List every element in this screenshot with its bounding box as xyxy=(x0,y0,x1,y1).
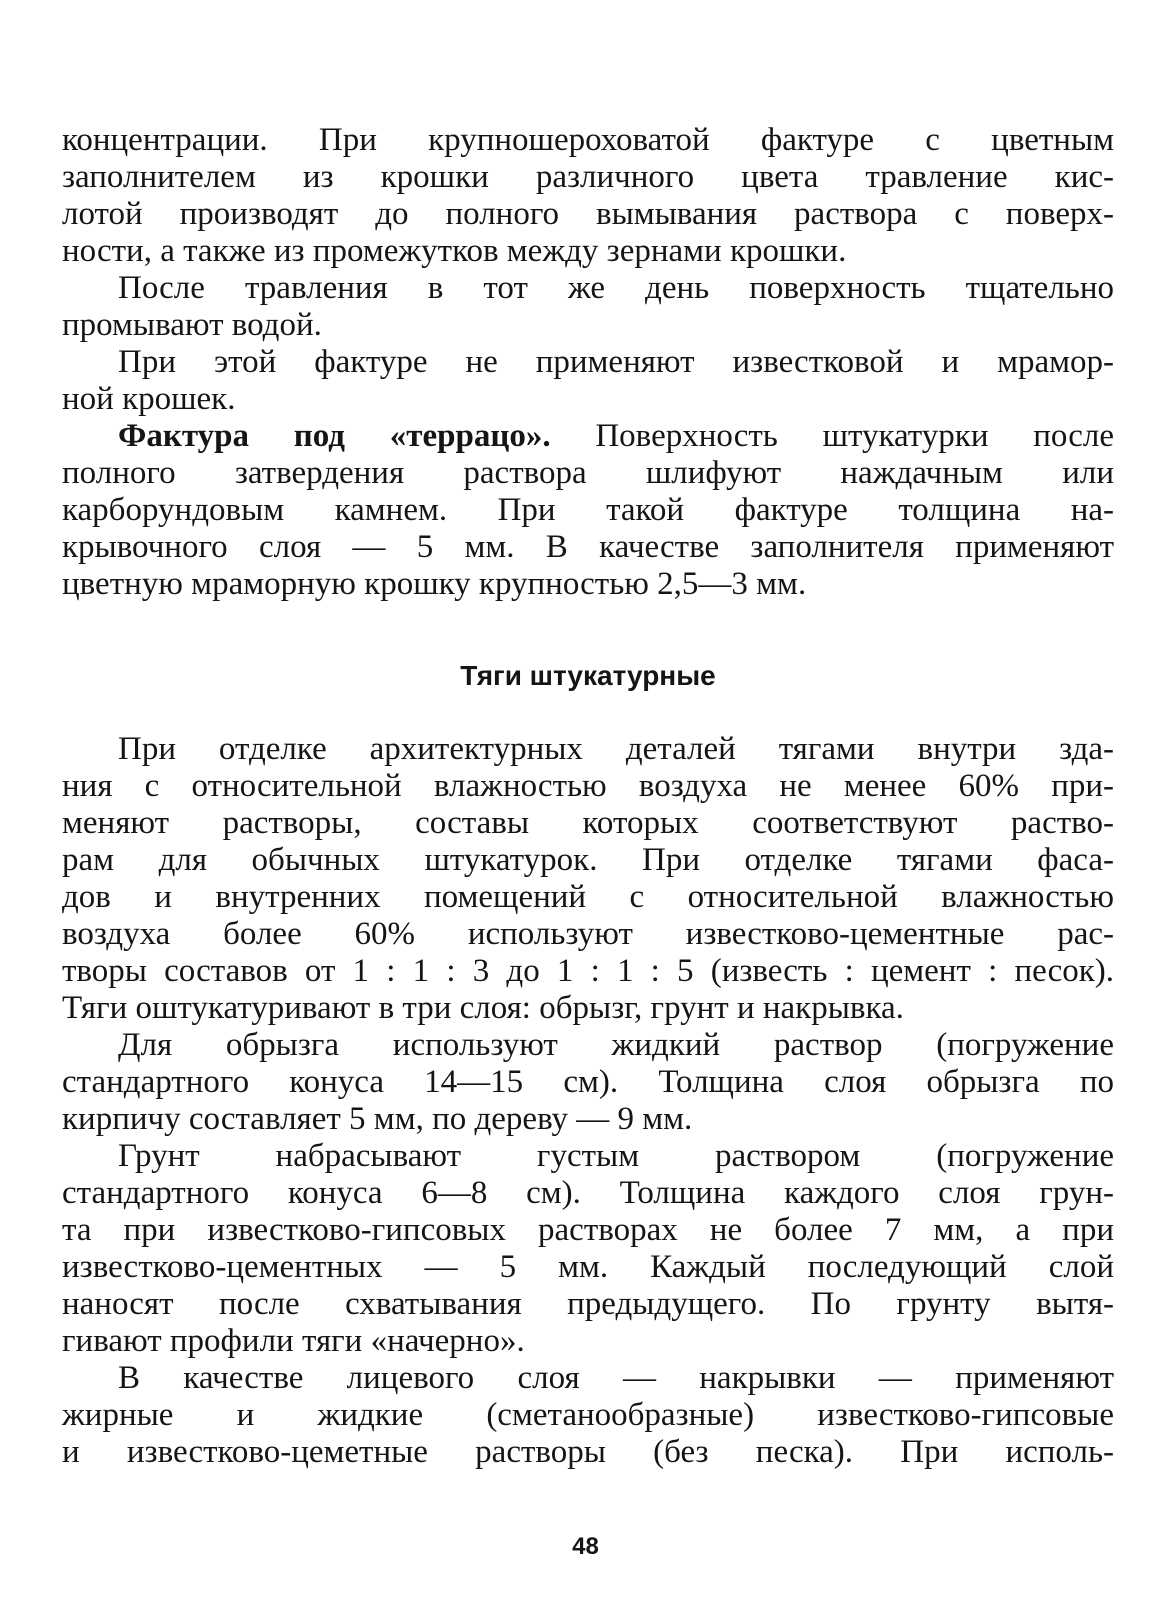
text-line: наносят после схватывания предыдущего. По грунту вытя- xyxy=(62,1286,1114,1322)
paragraph-etching xyxy=(62,122,1114,270)
text-line: лотой производят до полного вымывания раствора с поверх- xyxy=(62,196,1114,232)
paragraph-base-coat xyxy=(62,1138,1114,1360)
text-line: Тяги оштукатуривают в три слоя: обрызг, грунт и накрывка. xyxy=(62,990,904,1026)
text-line: крывочного слоя — 5 мм. В качестве заполнителя применяют xyxy=(62,529,1114,565)
paragraph-washing xyxy=(62,270,1114,344)
text-line: рам для обычных штукатурок. При отделке тягами фаса- xyxy=(62,842,1114,878)
text-line: ности, а также из промежутков между зернами крошки. xyxy=(62,233,847,269)
text-line: творы составов от 1 : 1 : 3 до 1 : 1 : 5 (известь : цемент : песок). xyxy=(62,953,1114,989)
text-line: заполнителем из крошки различного цвета травление кис- xyxy=(62,159,1114,195)
text-line: ния с относительной влажностью воздуха не менее 60% при- xyxy=(62,768,1114,804)
text-line: ной крошек. xyxy=(62,381,236,417)
terrazzo-run-in-heading: Фактура под «террацо». xyxy=(118,418,551,454)
body-text xyxy=(62,122,1114,1471)
text-line xyxy=(62,418,1114,455)
text-line: При отделке архитектурных деталей тягами внутри зда- xyxy=(118,731,1114,767)
paragraph-mortars xyxy=(62,731,1114,1027)
text-line: стандартного конуса 6—8 см). Толщина каждого слоя грун- xyxy=(62,1175,1114,1211)
text-line: В качестве лицевого слоя — накрывки — применяют xyxy=(118,1360,1114,1396)
text-line: промывают водой. xyxy=(62,307,322,343)
text-line: полного затвердения раствора шлифуют наждачным или xyxy=(62,455,1114,491)
text-line: воздуха более 60% используют известково-цементные рас- xyxy=(62,916,1114,952)
paragraph-finish-coat xyxy=(62,1360,1114,1471)
text-line: дов и внутренних помещений с относительной влажностью xyxy=(62,879,1114,915)
text-line: После травления в тот же день поверхность тщательно xyxy=(118,270,1114,306)
text-line: известково-цементных — 5 мм. Каждый последующий слой xyxy=(62,1249,1114,1285)
text-line: стандартного конуса 14—15 см). Толщина слоя обрызга по xyxy=(62,1064,1114,1100)
page-number: 48 xyxy=(572,1533,599,1560)
text-line: При этой фактуре не применяют известковой и мрамор- xyxy=(118,344,1114,380)
text-line: цветную мраморную крошку крупностью 2,5—3 мм. xyxy=(62,566,807,602)
text-line: и известково-цеметные растворы (без песка). При исполь- xyxy=(62,1434,1114,1470)
text-line: карборундовым камнем. При такой фактуре толщина на- xyxy=(62,492,1114,528)
text-run: Поверхность штукатурки после xyxy=(550,418,1114,454)
paragraph-no-lime-chips xyxy=(62,344,1114,418)
text-line: Грунт набрасывают густым раствором (погружение xyxy=(118,1138,1114,1174)
text-line: Для обрызга используют жидкий раствор (погружение xyxy=(118,1027,1114,1063)
section-heading: Тяги штукатурные xyxy=(460,660,716,691)
text-line: гивают профили тяги «начерно». xyxy=(62,1323,525,1359)
text-line: кирпичу составляет 5 мм, по дереву — 9 мм. xyxy=(62,1101,693,1137)
text-line: меняют растворы, составы которых соответствуют раство- xyxy=(62,805,1114,841)
paragraph-terrazzo xyxy=(62,418,1114,603)
paragraph-spatter-coat xyxy=(62,1027,1114,1138)
text-line: жирные и жидкие (сметанообразные) известково-гипсовые xyxy=(62,1397,1114,1433)
text-line: та при известково-гипсовых растворах не более 7 мм, а при xyxy=(62,1212,1114,1248)
text-line: концентрации. При крупношероховатой фактуре с цветным xyxy=(62,122,1114,158)
